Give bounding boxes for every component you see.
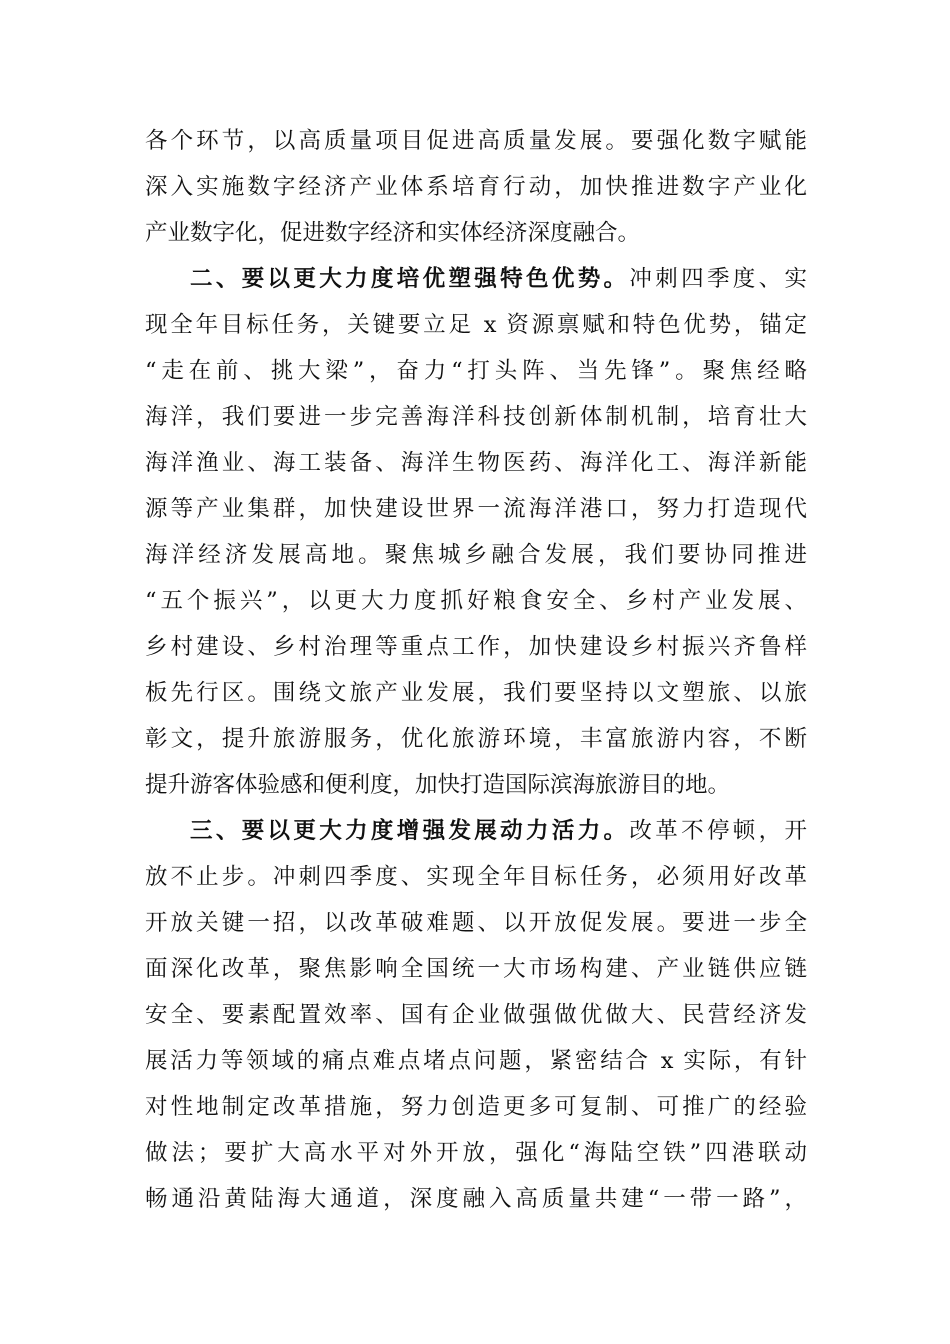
section-3-line: 畅通沿黄陆海大通道，深度融入高质量共建“一带一路”， xyxy=(145,1186,807,1212)
section-3-line: 放不止步。冲刺四季度、实现全年目标任务，必须用好改革 xyxy=(145,864,807,890)
section-2-line: 提升游客体验感和便利度，加快打造国际滨海旅游目的地。 xyxy=(145,772,731,798)
section-3-first-line-text: 改革不停顿，开 xyxy=(629,818,807,844)
section-2-first-line-text: 冲刺四季度、实 xyxy=(629,266,807,292)
section-3-heading: 三、要以更大力度增强发展动力活力。 xyxy=(190,818,630,844)
section-3-line: 做法；要扩大高水平对外开放，强化“海陆空铁”四港联动 xyxy=(145,1140,807,1166)
section-2-line: 海洋渔业、海工装备、海洋生物医药、海洋化工、海洋新能 xyxy=(145,450,807,476)
section-3-line: 对性地制定改革措施，努力创造更多可复制、可推广的经验 xyxy=(145,1094,807,1120)
section-2-line: 板先行区。围绕文旅产业发展，我们要坚持以文塑旅、以旅 xyxy=(145,680,807,706)
section-3-line: 安全、要素配置效率、国有企业做强做优做大、民营经济发 xyxy=(145,1002,807,1028)
section-2-line: 海洋，我们要进一步完善海洋科技创新体制机制，培育壮大 xyxy=(145,404,807,430)
section-2-heading: 二、要以更大力度培优塑强特色优势。 xyxy=(190,266,630,292)
section-2-line: 乡村建设、乡村治理等重点工作，加快建设乡村振兴齐鲁样 xyxy=(145,634,807,660)
section-2-line: 彰文，提升旅游服务，优化旅游环境，丰富旅游内容，不断 xyxy=(145,726,807,752)
section-2-line: “五个振兴”，以更大力度抓好粮食安全、乡村产业发展、 xyxy=(145,588,807,614)
section-3-line: 展活力等领域的痛点难点堵点问题，紧密结合 x 实际，有针 xyxy=(145,1048,807,1074)
section-2-line: 海洋经济发展高地。聚焦城乡融合发展，我们要协同推进 xyxy=(145,542,807,568)
paragraph-1-line-1: 各个环节，以高质量项目促进高质量发展。要强化数字赋能 xyxy=(145,128,807,154)
document-body xyxy=(145,118,807,1222)
section-2-line: 现全年目标任务，关键要立足 x 资源禀赋和特色优势，锚定 xyxy=(145,312,807,338)
section-2-line: “走在前、挑大梁”，奋力“打头阵、当先锋”。聚焦经略 xyxy=(145,358,807,384)
section-2-line: 源等产业集群，加快建设世界一流海洋港口，努力打造现代 xyxy=(145,496,807,522)
section-3-line: 面深化改革，聚焦影响全国统一大市场构建、产业链供应链 xyxy=(145,956,807,982)
section-3-first-line xyxy=(145,808,807,854)
section-2-first-line xyxy=(145,256,807,302)
section-3-line: 开放关键一招，以改革破难题、以开放促发展。要进一步全 xyxy=(145,910,807,936)
paragraph-1-line-3: 产业数字化，促进数字经济和实体经济深度融合。 xyxy=(145,220,641,246)
paragraph-1-line-2: 深入实施数字经济产业体系培育行动，加快推进数字产业化 xyxy=(145,174,807,200)
